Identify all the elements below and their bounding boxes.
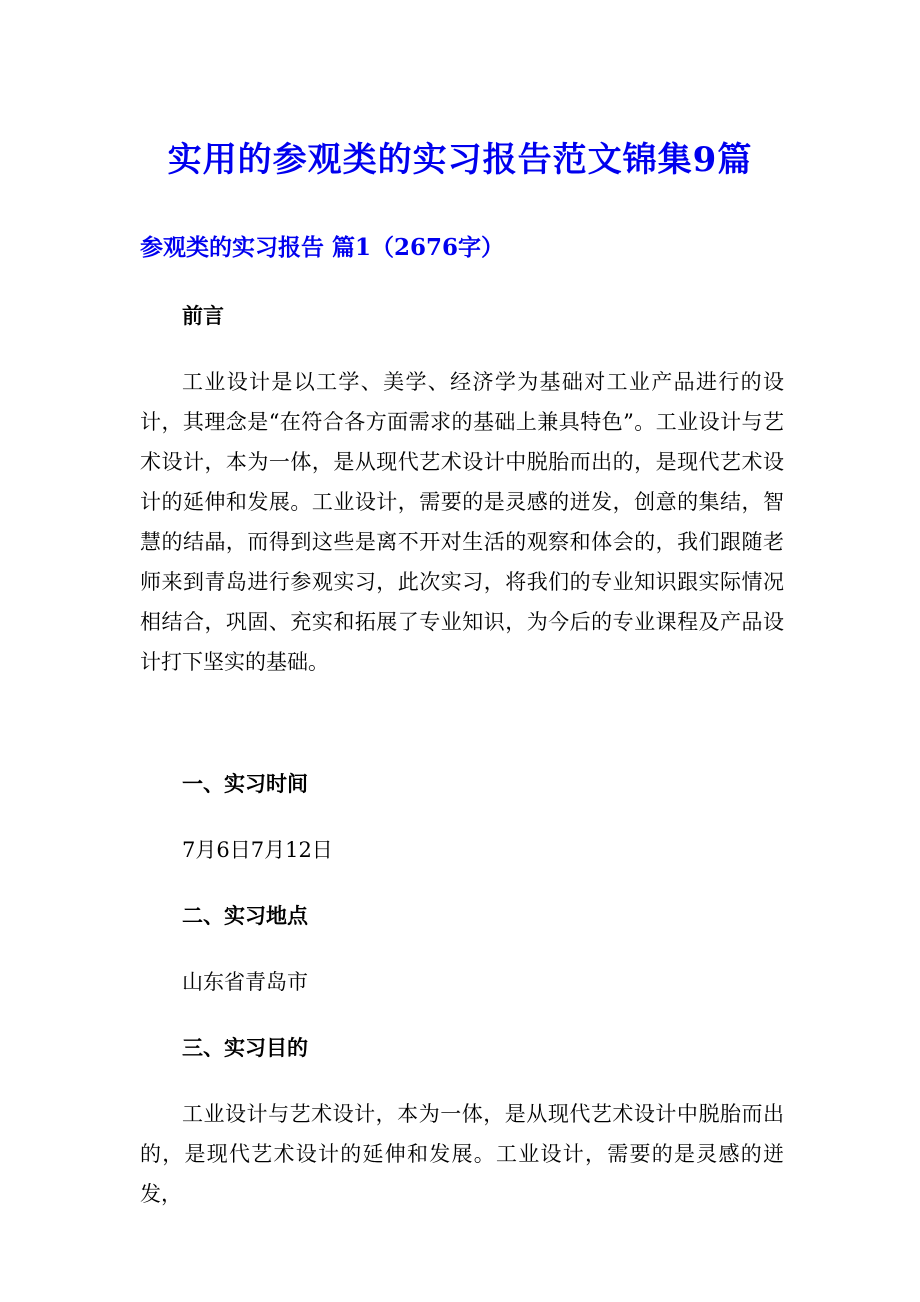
section-heading-time: 一、实习时间: [182, 771, 308, 796]
article-heading: 参观类的实习报告 篇1（2676字）: [140, 234, 505, 261]
section-heading-purpose: 三、实习目的: [182, 1035, 308, 1060]
preface-paragraph: 工业设计是以工学、美学、经济学为基础对工业产品进行的设计，其理念是“在符合各方面需求的基础上兼具特色”。工业设计与艺术设计，本为一体，是从现代艺术设计中脱胎而出的，是现代艺术设计的延伸和发展。工业设计，需要的是灵感的迸发，创意的集结，智慧的结晶，而得到这些是离不开对生活的观察和体会的，我们跟随老师来到青岛进行参观实习，此次实习，将我们的专业知识跟实际情况相结合，巩固、充实和拓展了专业知识，为今后的专业课程及产品设计打下坚实的基础。: [140, 370, 784, 674]
section-content-location: 山东省青岛市: [182, 970, 308, 994]
preface-heading: 前言: [182, 303, 224, 328]
section-content-purpose: 工业设计与艺术设计，本为一体，是从现代艺术设计中脱胎而出的，是现代艺术设计的延伸和发展。工业设计，需要的是灵感的迸发，: [140, 1102, 784, 1206]
section-content-time: 7月6日7月12日: [182, 838, 333, 862]
document-title: 实用的参观类的实习报告范文锦集9篇: [167, 140, 753, 180]
section-heading-location: 二、实习地点: [182, 903, 308, 928]
